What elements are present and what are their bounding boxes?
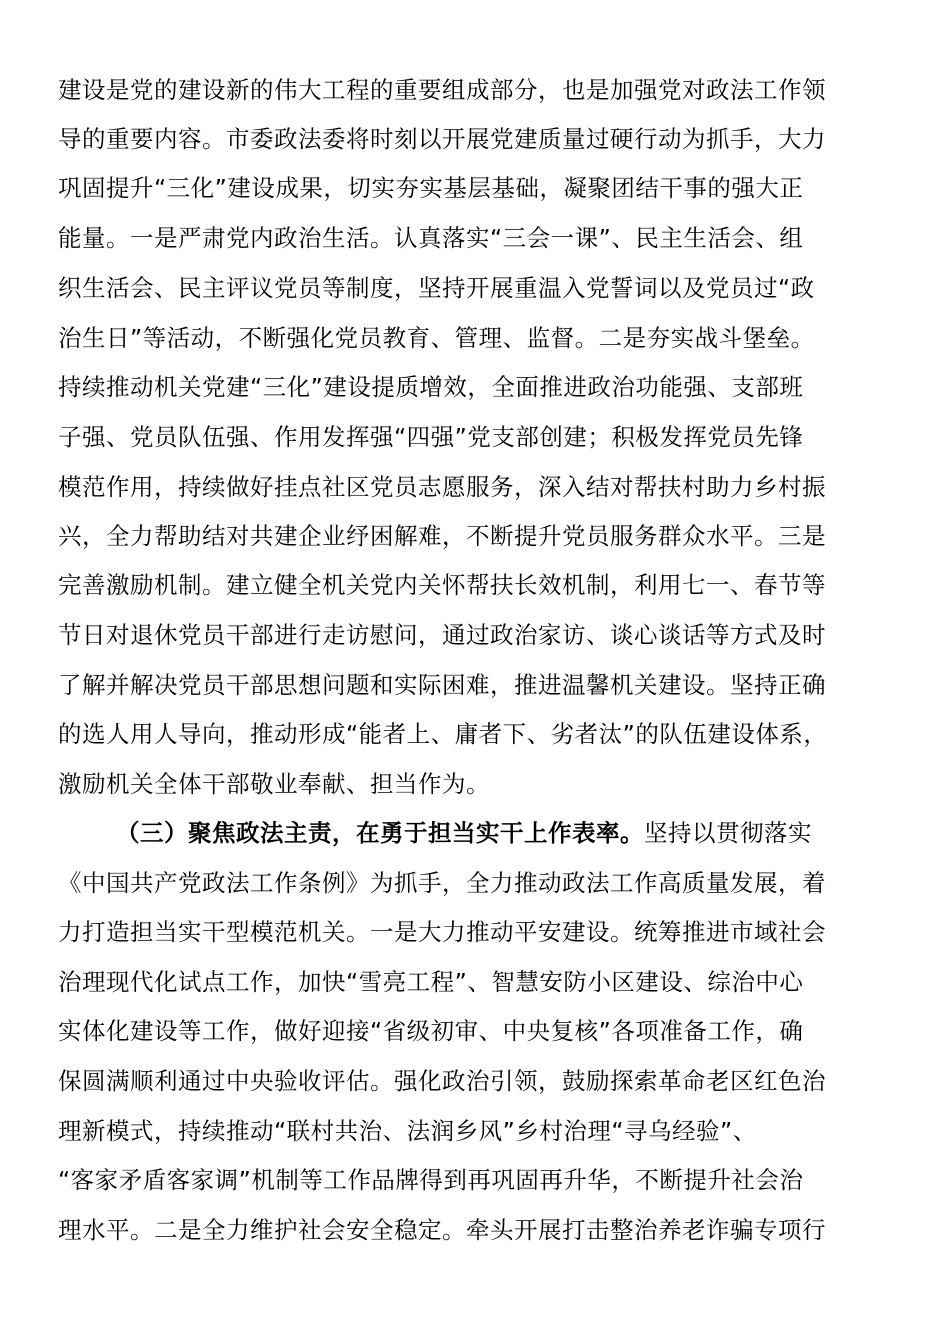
text-line: 理新模式，持续推动“联村共治、法润乡风”乡村治理“寻乌经验”、 [58,1117,757,1145]
text-line: 巩固提升“三化”建设成果，切实夯实基层基础，凝聚团结干事的强大正 [58,174,804,202]
text-line: 兴，全力帮助结对共建企业纾困解难，不断提升党员服务群众水平。三是 [58,522,826,550]
text-line: 完善激励机制。建立健全机关党内关怀帮扶长效机制，利用七一、春节等 [58,571,826,599]
text-line: 持续推动机关党建“三化”建设提质增效，全面推进政治功能强、支部班 [58,373,804,401]
section-heading-line [116,808,906,858]
text-line: “客家矛盾客家调”机制等工作品牌得到再巩固再升华，不断提升社会治 [58,1166,804,1194]
text-line: 《中国共产党政法工作条例》为抓手，全力推动政法工作高质量发展，着 [58,869,826,897]
text-line: 激励机关全体干部敬业奉献、担当作为。 [58,770,490,798]
text-line: 治生日”等活动，不断强化党员教育、管理、监督。二是夯实战斗堡垒。 [58,324,815,352]
text-line: 力打造担当实干型模范机关。一是大力推动平安建设。统筹推进市域社会 [58,918,826,946]
section-heading: （三）聚焦政法主责，在勇于担当实干上作表率。 [116,819,644,847]
text-line: 织生活会、民主评议党员等制度，坚持开展重温入党誓词以及党员过“政 [58,274,815,302]
section-intro-text: 坚持以贯彻落实 [644,819,812,847]
text-line: 建设是党的建设新的伟大工程的重要组成部分，也是加强党对政法工作领 [58,76,826,104]
text-line: 导的重要内容。市委政法委将时刻以开展党建质量过硬行动为抓手，大力 [58,125,826,153]
text-line: 子强、党员队伍强、作用发挥强“四强”党支部创建；积极发挥党员先锋 [58,423,804,451]
text-line: 治理现代化试点工作，加快“雪亮工程”、智慧安防小区建设、综治中心 [58,968,804,996]
text-line: 节日对退休党员干部进行走访慰问，通过政治家访、谈心谈话等方式及时 [58,621,826,649]
text-line: 了解并解决党员干部思想问题和实际困难，推进温馨机关建设。坚持正确 [58,671,826,699]
text-line: 理水平。二是全力维护社会安全稳定。牵头开展打击整治养老诈骗专项行 [58,1216,826,1244]
text-line: 模范作用，持续做好挂点社区党员志愿服务，深入结对帮扶村助力乡村振 [58,473,826,501]
text-line: 能量。一是严肃党内政治生活。认真落实“三会一课”、民主生活会、组 [58,224,804,252]
text-line: 实体化建设等工作，做好迎接“省级初审、中央复核”各项准备工作，确 [58,1017,804,1045]
text-line: 的选人用人导向，推动形成“能者上、庸者下、劣者汰”的队伍建设体系， [58,720,828,748]
text-line: 保圆满顺利通过中央验收评估。强化政治引领，鼓励探索革命老区红色治 [58,1067,826,1095]
